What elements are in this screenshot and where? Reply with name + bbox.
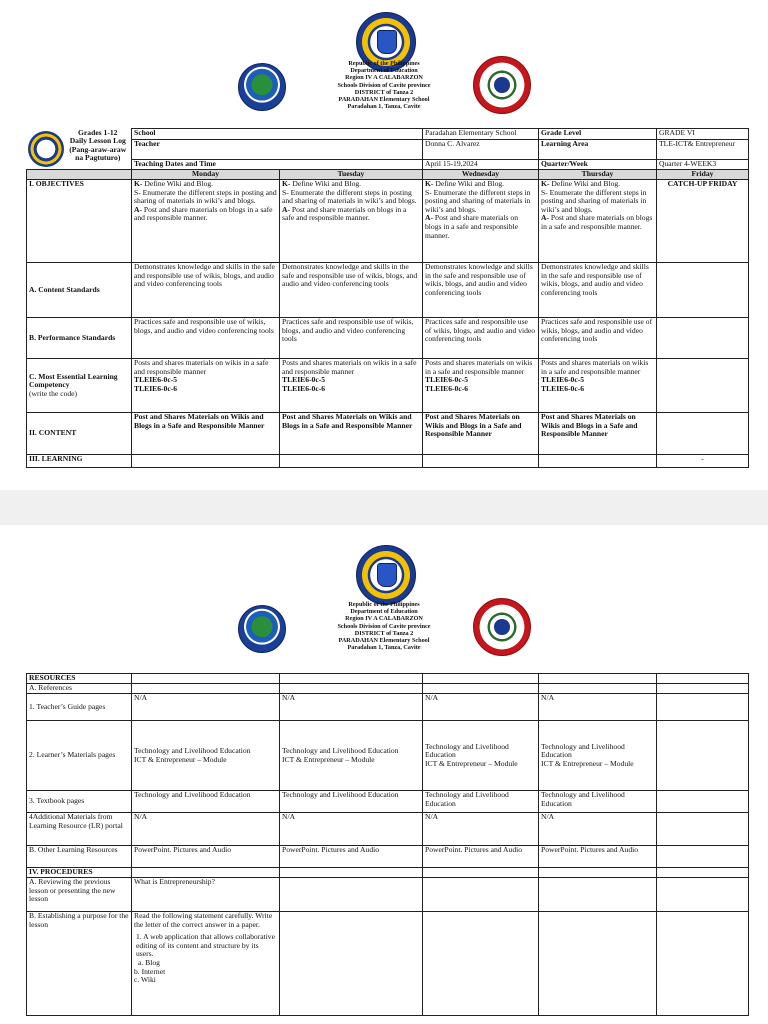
textbook-monday: Technology and Livelihood Education (132, 791, 280, 813)
competency-code-2: TLEIE6-0c-6 (541, 383, 585, 393)
performance-standards-monday: Practices safe and responsible use of wikis, blogs, and audio and video conferencing tools (132, 318, 280, 359)
other-resources-monday: PowerPoint. Pictures and Audio (132, 846, 280, 868)
letterhead (0, 60, 768, 110)
textbook-wednesday: Technology and Livelihood Education (423, 791, 539, 813)
competency-sub: (write the code) (29, 388, 78, 398)
teachers-guide-wednesday: N/A (423, 694, 539, 721)
competency-thursday (539, 359, 657, 413)
competency-text: Posts and shares materials on wikis in a safe and responsible manner (425, 358, 533, 376)
purpose-option-a: a. Blog (138, 957, 160, 967)
letterhead-line: Region IV A CALABARZON (345, 615, 423, 623)
school-value: Paradahan Elementary School (423, 129, 539, 140)
procedures-label: IV. PROCEDURES (27, 868, 132, 878)
lesson-log-page-2 (0, 525, 768, 1024)
lm-line-2: ICT & Entrepreneur – Module (425, 758, 518, 768)
objectives-tuesday (280, 180, 423, 263)
letterhead-line: Region IV A CALABARZON (345, 74, 423, 82)
other-resources-tuesday: PowerPoint. Pictures and Audio (280, 846, 423, 868)
additional-materials-thursday: N/A (539, 813, 657, 846)
performance-standards-wednesday: Practices safe and responsible use of wikis, blogs, and audio and video conferencing tools (423, 318, 539, 359)
purpose-monday (132, 912, 280, 1016)
other-resources-thursday: PowerPoint. Pictures and Audio (539, 846, 657, 868)
deped-seal-icon (356, 545, 416, 605)
competency-code-1: TLEIE6-0c-5 (282, 375, 326, 385)
learning-area-value: TLE-ICT& Entrepreneur (657, 140, 749, 160)
reviewing-label: A. Reviewing the previous lesson or presenting the new lesson (27, 878, 132, 912)
school-label: School (132, 129, 423, 140)
competency-code-1: TLEIE6-0c-5 (425, 375, 469, 385)
a-text: Post and share materials on blogs in a safe and responsible manner. (425, 213, 519, 240)
purpose-label: B. Establishing a purpose for the lesson (27, 912, 132, 1016)
performance-standards-label: B. Performance Standards (27, 318, 132, 359)
letterhead-line: Paradahan 1, Tanza, Cavite (347, 644, 421, 652)
a-prefix: A- (282, 204, 291, 214)
letterhead-line: Department of Education (350, 67, 418, 75)
a-prefix: A- (541, 213, 550, 223)
competency-tuesday (280, 359, 423, 413)
performance-standards-tuesday: Practices safe and responsible use of wikis, blogs, and audio and video conferencing tools (280, 318, 423, 359)
lm-line-1: Technology and Livelihood Education (282, 745, 399, 755)
additional-materials-label: 4Additional Materials from Learning Resource (LR) portal (27, 813, 132, 846)
competency-wednesday (423, 359, 539, 413)
content-monday: Post and Shares Materials on Wikis and Blogs in a Safe and Responsible Manner (132, 413, 280, 455)
letterhead-line: DISTRICT of Tanza 2 (354, 88, 414, 96)
learners-materials-thursday (539, 721, 657, 791)
log-title-cell (27, 129, 132, 170)
grades-text: Grades 1-12 (78, 128, 118, 137)
teachers-guide-thursday: N/A (539, 694, 657, 721)
lm-line-2: ICT & Entrepreneur – Module (541, 758, 634, 768)
dates-label: Teaching Dates and Time (132, 160, 423, 170)
competency-text: Posts and shares materials on wikis in a safe and responsible manner (282, 358, 417, 376)
s-text: S- Enumerate the different steps in posting and sharing of materials in wiki’s and blogs. (134, 187, 277, 206)
resources-label: RESOURCES (27, 674, 132, 684)
additional-materials-wednesday: N/A (423, 813, 539, 846)
objectives-wednesday (423, 180, 539, 263)
day-header-monday: Monday (132, 170, 280, 180)
additional-materials-tuesday: N/A (280, 813, 423, 846)
content-standards-tuesday: Demonstrates knowledge and skills in the safe and responsible use of wikis, blogs, and audio and video conferencing tools (280, 263, 423, 318)
objectives-thursday (539, 180, 657, 263)
purpose-question: 1. A web application that allows collaborative editing of its content and structure by its users. (136, 932, 275, 959)
additional-materials-monday: N/A (132, 813, 280, 846)
lesson-log-page-1 (0, 0, 768, 490)
log-subtitle: (Pang-araw-araw na Pagtuturo) (69, 144, 127, 163)
competency-friday (657, 359, 749, 413)
a-text: Post and share materials on blogs in a safe and responsible manner. (134, 204, 273, 223)
competency-text: Posts and shares materials on wikis in a safe and responsible manner (134, 358, 269, 376)
k-text: Define Wiki and Blog. (290, 179, 362, 188)
k-prefix: K- (541, 179, 550, 188)
objectives-label: I. OBJECTIVES (27, 180, 132, 263)
purpose-option-c: c. Wiki (134, 975, 156, 985)
k-prefix: K- (282, 179, 291, 188)
a-text: Post and share materials on blogs in a safe and responsible manner. (282, 204, 407, 223)
other-resources-wednesday: PowerPoint. Pictures and Audio (423, 846, 539, 868)
competency-code-2: TLEIE6-0c-6 (282, 383, 326, 393)
letterhead-line: PARADAHAN Elementary School (338, 96, 430, 104)
lm-line-1: Technology and Livelihood Education (541, 741, 625, 760)
content-wednesday: Post and Shares Materials on Wikis and Blogs in a Safe and Responsible Manner (423, 413, 539, 455)
dates-value: April 15-19,2024 (423, 160, 539, 170)
grade-level-value: GRADE VI (657, 129, 749, 140)
day-header-blank (27, 170, 132, 180)
competency-label: C. Most Essential Learning Competency (29, 371, 118, 390)
teachers-guide-monday: N/A (132, 694, 280, 721)
learners-materials-monday (132, 721, 280, 791)
learning-wednesday (423, 455, 539, 468)
teachers-guide-tuesday: N/A (280, 694, 423, 721)
day-header-wednesday: Wednesday (423, 170, 539, 180)
lm-line-2: ICT & Entrepreneur – Module (134, 754, 227, 764)
purpose-option-b: b. Internet (134, 966, 166, 976)
letterhead-line: Schools Division of Cavite province (337, 81, 431, 89)
day-header-thursday: Thursday (539, 170, 657, 180)
letterhead-line: Paradahan 1, Tanza, Cavite (347, 103, 421, 111)
grade-level-label: Grade Level (539, 129, 657, 140)
other-resources-label: B. Other Learning Resources (27, 846, 132, 868)
quarter-label: Quarter/Week (539, 160, 657, 170)
content-standards-friday (657, 263, 749, 318)
learners-materials-label: 2. Learner’s Materials pages (27, 721, 132, 791)
textbook-thursday: Technology and Livelihood Education (539, 791, 657, 813)
textbook-tuesday: Technology and Livelihood Education (280, 791, 423, 813)
learning-label: III. LEARNING (27, 455, 132, 468)
lm-line-2: ICT & Entrepreneur – Module (282, 754, 375, 764)
resources-procedures-table (26, 673, 749, 1016)
reviewing-monday: What is Entrepreneurship? (132, 878, 280, 912)
a-prefix: A- (425, 213, 434, 223)
letterhead-line: Republic of the Philippines (348, 60, 420, 67)
learning-friday: - (657, 455, 749, 468)
k-text: Define Wiki and Blog. (433, 179, 505, 188)
k-text: Define Wiki and Blog. (142, 179, 214, 188)
purpose-instruction: Read the following statement carefully. Write the letter of the correct answer in a paper. (134, 911, 273, 929)
s-text: S- Enumerate the different steps in posting and sharing of materials in wiki’s and blogs. (541, 187, 647, 214)
content-standards-label: A. Content Standards (27, 263, 132, 318)
letterhead-line: Department of Education (350, 608, 418, 616)
objectives-monday (132, 180, 280, 263)
k-text: Define Wiki and Blog. (549, 179, 621, 188)
references-label: A. References (27, 684, 132, 694)
letterhead (0, 601, 768, 651)
learners-materials-tuesday (280, 721, 423, 791)
competency-label-cell (27, 359, 132, 413)
quarter-value: Quarter 4-WEEK3 (657, 160, 749, 170)
content-label: II. CONTENT (27, 413, 132, 455)
letterhead-line: DISTRICT of Tanza 2 (354, 629, 414, 637)
learners-materials-wednesday (423, 721, 539, 791)
competency-code-2: TLEIE6-0c-6 (134, 383, 178, 393)
performance-standards-friday (657, 318, 749, 359)
content-tuesday: Post and Shares Materials on Wikis and Blogs in a Safe and Responsible Manner (280, 413, 423, 455)
s-text: S- Enumerate the different steps in posting and sharing of materials in wiki’s and blogs. (425, 187, 531, 214)
day-header-tuesday: Tuesday (280, 170, 423, 180)
content-thursday: Post and Shares Materials on Wikis and Blogs in a Safe and Responsible Manner (539, 413, 657, 455)
content-standards-wednesday: Demonstrates knowledge and skills in the safe and responsible use of wikis, blogs, and audio and video conferencing tools (423, 263, 539, 318)
catch-up-friday: CATCH-UP FRIDAY (657, 180, 749, 263)
teacher-label: Teacher (132, 140, 423, 160)
competency-code-1: TLEIE6-0c-5 (541, 375, 585, 385)
lm-line-1: Technology and Livelihood Education (134, 745, 251, 755)
learning-tuesday (280, 455, 423, 468)
textbook-label: 3. Textbook pages (27, 791, 132, 813)
learning-thursday (539, 455, 657, 468)
letterhead-line: Republic of the Philippines (348, 601, 420, 608)
teachers-guide-label: 1. Teacher’s Guide pages (27, 694, 132, 721)
performance-standards-thursday: Practices safe and responsible use of wikis, blogs, and audio and video conferencing tools (539, 318, 657, 359)
teacher-value: Donna C. Alvarez (423, 140, 539, 160)
page-gap (0, 490, 768, 525)
letterhead-line: PARADAHAN Elementary School (338, 637, 430, 645)
k-prefix: K- (134, 179, 143, 188)
lesson-log-table (26, 128, 749, 468)
s-text: S- Enumerate the different steps in posting and sharing of materials in wiki’s and blogs. (282, 187, 417, 206)
learning-monday (132, 455, 280, 468)
content-standards-thursday: Demonstrates knowledge and skills in the safe and responsible use of wikis, blogs, and audio and video conferencing tools (539, 263, 657, 318)
log-title: Daily Lesson Log (69, 136, 126, 146)
learning-area-label: Learning Area (539, 140, 657, 160)
competency-monday (132, 359, 280, 413)
content-friday (657, 413, 749, 455)
a-text: Post and share materials on blogs in a safe and responsible manner. (541, 213, 653, 231)
k-prefix: K- (425, 179, 434, 188)
competency-text: Posts and shares materials on wikis in a safe and responsible manner (541, 358, 649, 376)
a-prefix: A- (134, 204, 143, 214)
day-header-friday: Friday (657, 170, 749, 180)
letterhead-line: Schools Division of Cavite province (337, 622, 431, 630)
lm-line-1: Technology and Livelihood Education (425, 741, 509, 760)
competency-code-2: TLEIE6-0c-6 (425, 383, 469, 393)
competency-code-1: TLEIE6-0c-5 (134, 375, 178, 385)
content-standards-monday: Demonstrates knowledge and skills in the safe and responsible use of wikis, blogs, and audio and video conferencing tools (132, 263, 280, 318)
